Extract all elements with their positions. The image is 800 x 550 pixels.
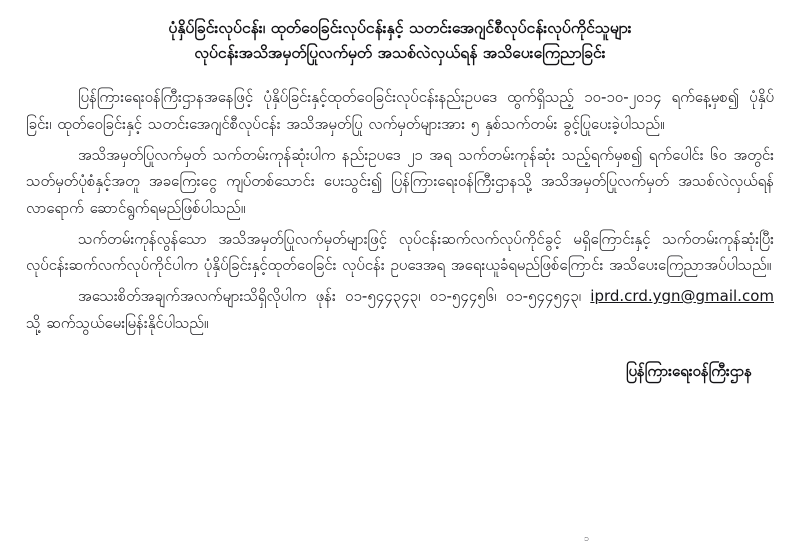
paragraph-3: သက်တမ်းကုန်လွန်သော အသိအမှတ်ပြုလက်မှတ်များဖြင့် လုပ်ငန်းဆက်လက်လုပ်ကိုင်ခွင့် မရှိကြောင်းနှင့် သက်တမ်းကုန်ဆုံးပြီး လုပ်ငန်းဆက်လက်လုပ်ကိုင်ပါက ပုံနှိပ်ခြင်းနှင့်ထုတ်ဝေခြင်း လုပ်ငန်း ဥပဒေအရ အရေးယူခံရမည်ဖြစ်ကြောင်း အသိပေးကြေညာအပ်ပါသည်။ <box>26 229 774 275</box>
paragraph-1: ပြန်ကြားရေးဝန်ကြီးဌာနအနေဖြင့် ပုံနှိပ်ခြင်းနှင့်ထုတ်ဝေခြင်းလုပ်ငန်းနည်းဥပဒေ ထွက်ရှိသည့် ၁၀-၁၀-၂၀၁၄ ရက်နေ့မှစ၍ ပုံနှိပ်ခြင်း၊ ထုတ်ဝေခြင်းနှင့် သတင်းအေဂျင်စီလုပ်ငန်း အသိအမှတ်ပြု လက်မှတ်များအား ၅ နှစ်သက်တမ်း ခွင့်ပြုပေးခဲ့ပါသည်။ <box>26 88 774 133</box>
title-line-1: ပုံနှိပ်ခြင်းလုပ်ငန်း၊ ထုတ်ဝေခြင်းလုပ်ငန်းနှင့် သတင်းအေဂျင်စီလုပ်ငန်းလုပ်ကိုင်သူများ <box>168 19 632 37</box>
paragraph-2: အသိအမှတ်ပြုလက်မှတ် သက်တမ်းကုန်ဆုံးပါက နည်းဥပဒေ ၂၁ အရ သက်တမ်းကုန်ဆုံး သည့်ရက်မှစ၍ ရက်ပေါင်း ၆၀ အတွင်း သတ်မှတ်ပုံစံနှင့်အတူ အခကြေးငွေ ကျပ်တစ်သောင်း ပေးသွင်း၍ ပြန်ကြားရေးဝန်ကြီးဌာနသို့ အသိအမှတ်ပြုလက်မှတ် အသစ်လဲလှယ်ရန် လာရောက် ဆောင်ရွက်ရမည်ဖြစ်ပါသည်။ <box>26 145 774 217</box>
page-footer-mark: ၁ <box>584 534 590 544</box>
contact-email-link[interactable]: iprd.crd.ygn@gmail.com <box>590 287 774 306</box>
signature-block: ပြန်ကြားရေးဝန်ကြီးဌာန <box>625 362 752 381</box>
contact-text-after-email: သို့ ဆက်သွယ်မေးမြန်းနိုင်ပါသည်။ <box>26 313 209 332</box>
document-title <box>26 16 774 66</box>
contact-paragraph <box>26 283 774 336</box>
document-body <box>26 84 774 336</box>
title-line-2: လုပ်ငန်းအသိအမှတ်ပြုလက်မှတ် အသစ်လဲလှယ်ရန် အသိပေးကြေညာခြင်း <box>194 44 606 63</box>
contact-text-before-email: အသေးစိတ်အချက်အလက်များသိရှိလိုပါက ဖုန်း ၀၁-၅၄၄၃၄၃၊ ၀၁-၅၄၄၅၆၊ ၀၁-၅၄၄၅၄၃၊ <box>78 287 591 306</box>
